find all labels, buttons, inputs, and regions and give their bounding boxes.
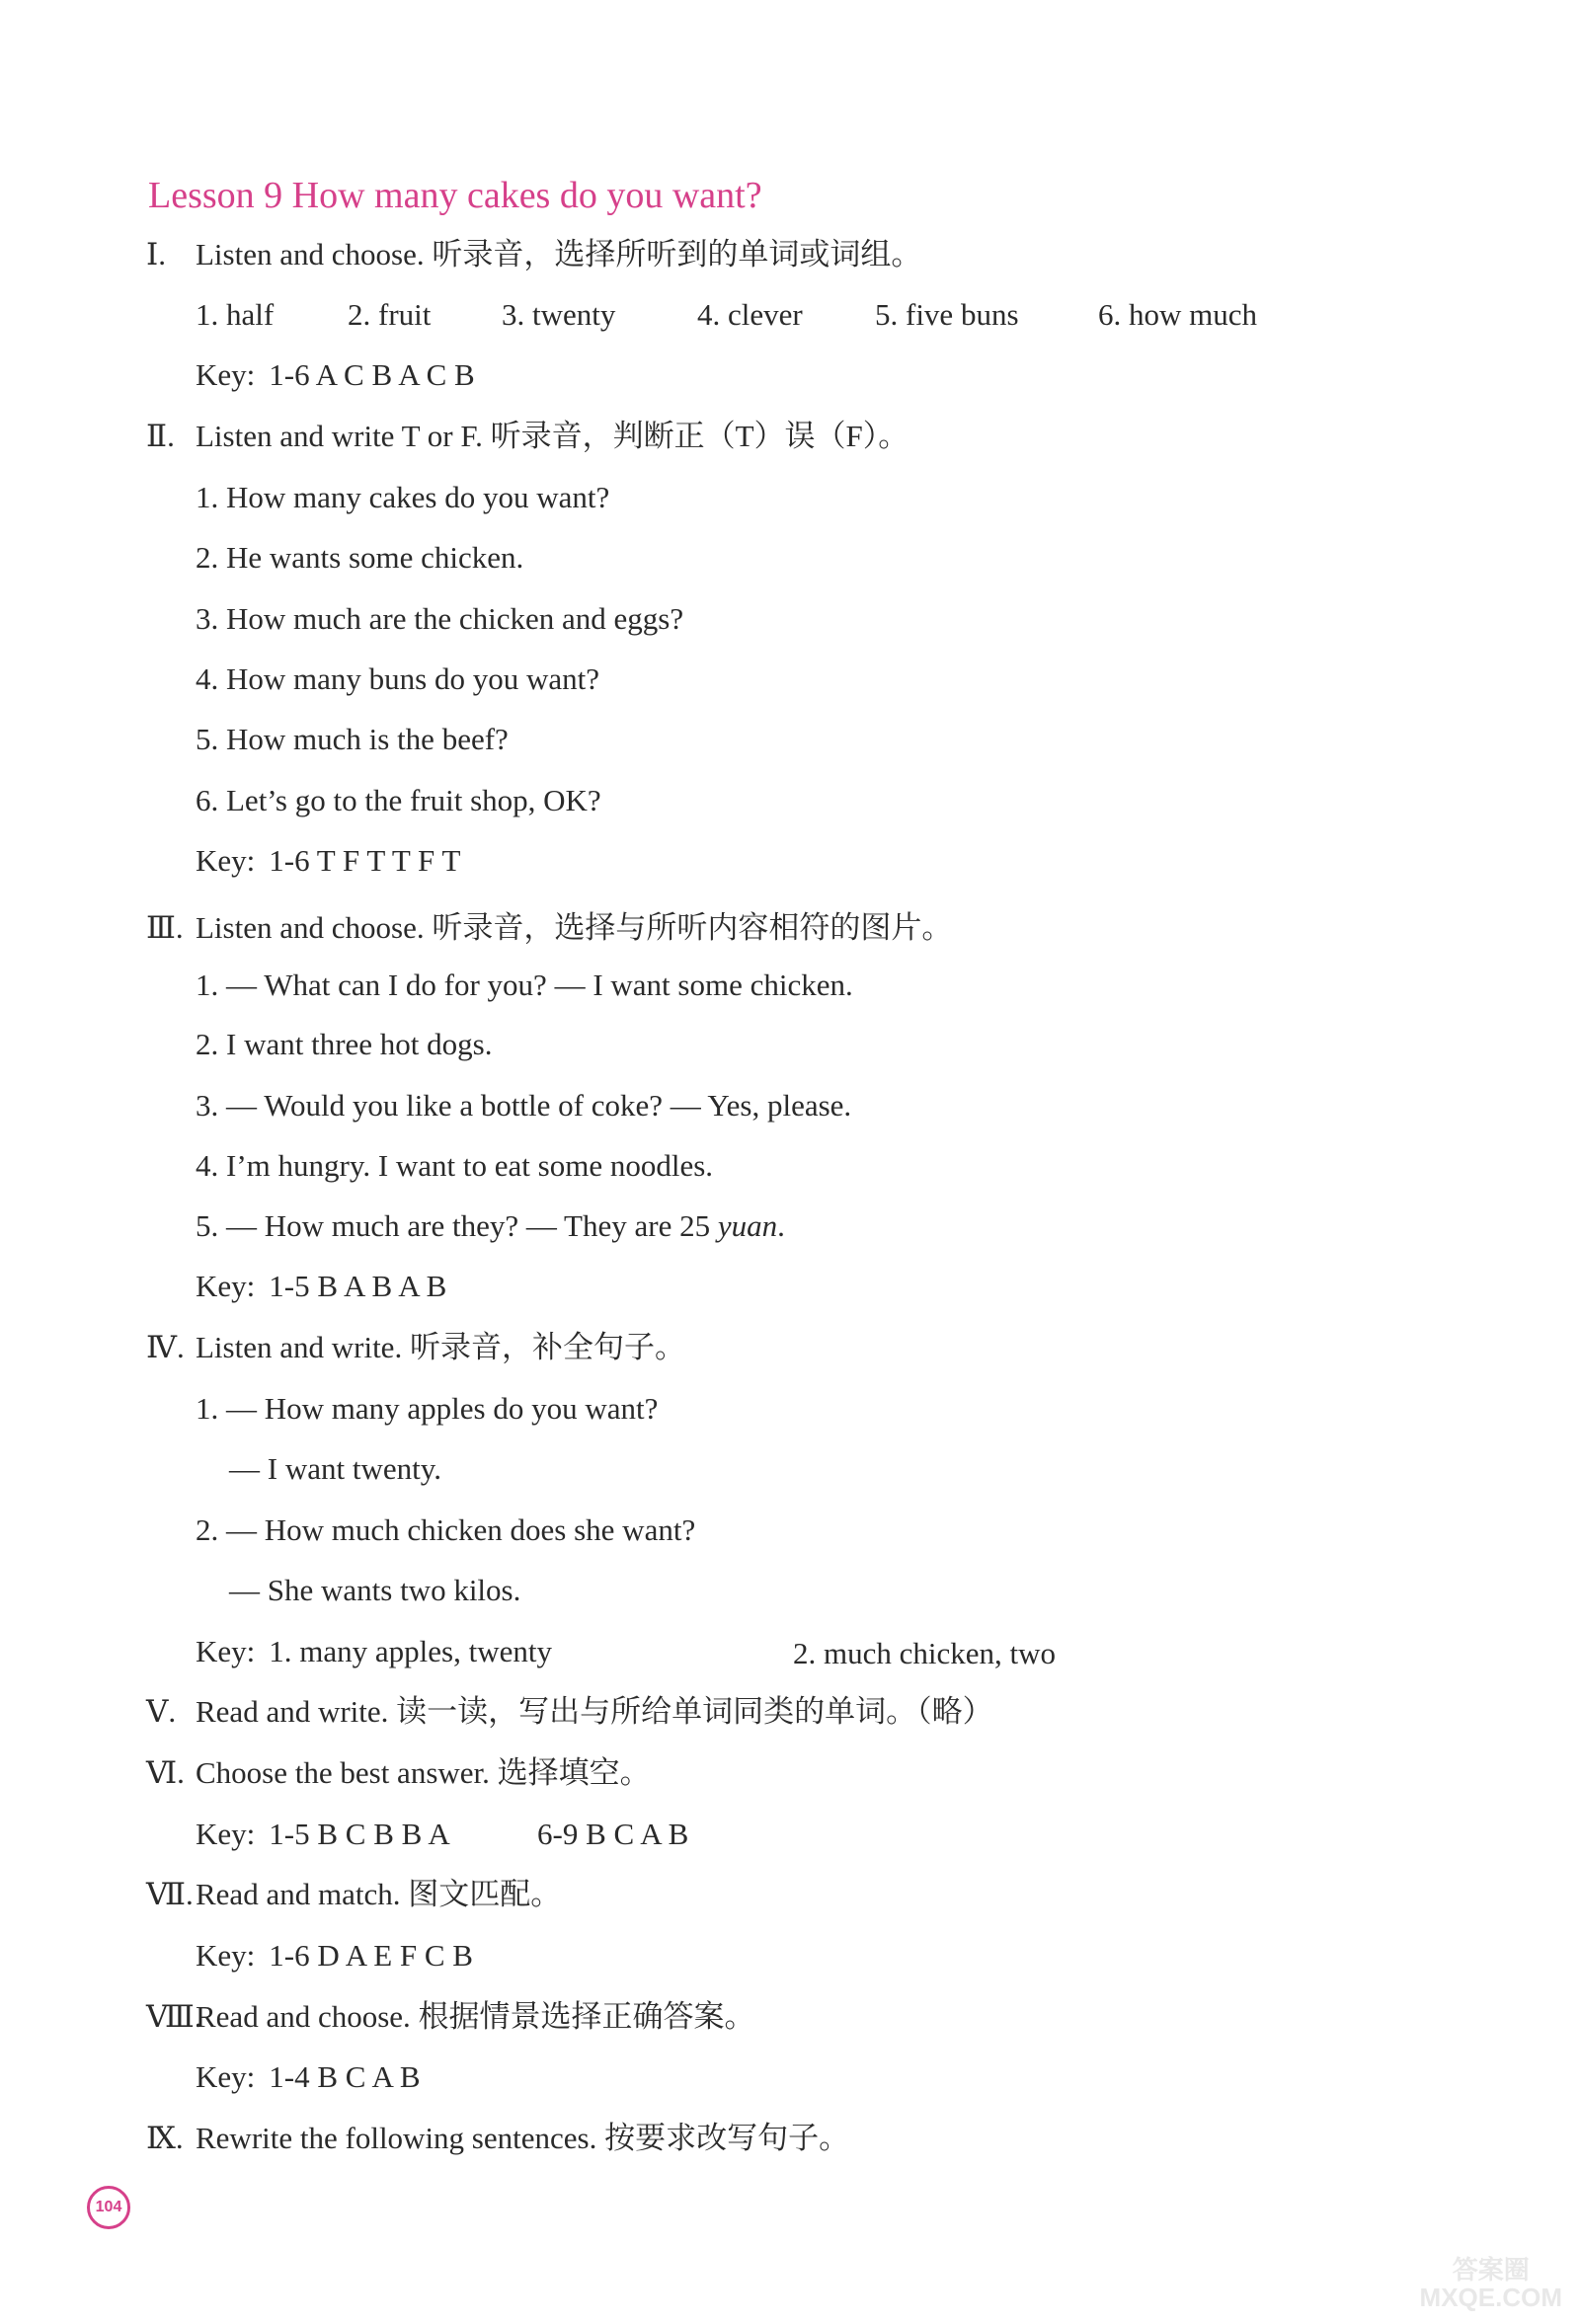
word-item: 1. half <box>196 297 275 332</box>
section-4-heading: Ⅳ. Listen and write. 听录音，补全句子。 <box>146 1330 685 1364</box>
list-item: 5. How much is the beef? <box>196 722 509 756</box>
list-item: 2. — How much chicken does she want? <box>196 1512 696 1547</box>
section-7-key: Key: 1-6 D A E F C B <box>196 1938 473 1973</box>
list-item: 2. He wants some chicken. <box>196 540 524 575</box>
list-item: 4. How many buns do you want? <box>196 661 599 696</box>
section-9-heading: Ⅸ. Rewrite the following sentences. 按要求改写句子。 <box>146 2121 850 2155</box>
list-item: 4. I’m hungry. I want to eat some noodles. <box>196 1148 714 1183</box>
list-item: 1. — How many apples do you want? <box>196 1391 659 1426</box>
list-item: — I want twenty. <box>229 1451 441 1486</box>
section-6-heading: Ⅵ. Choose the best answer. 选择填空。 <box>146 1755 651 1790</box>
section-3-heading: Ⅲ. Listen and choose. 听录音，选择与所听内容相符的图片。 <box>146 910 953 945</box>
section-1-heading: Ⅰ. Listen and choose. 听录音，选择所听到的单词或词组。 <box>146 237 922 271</box>
section-8-key: Key: 1-4 B C A B <box>196 2059 421 2094</box>
section-7-heading: Ⅶ.Read and match. 图文匹配。 <box>146 1877 562 1911</box>
list-item: — She wants two kilos. <box>229 1573 521 1607</box>
section-5-heading: Ⅴ. Read and write. 读一读，写出与所给单词同类的单词。（略） <box>146 1694 993 1729</box>
watermark-logo: 答案圈 MXQE.COM <box>1419 2255 1562 2312</box>
list-item: 2. I want three hot dogs. <box>196 1027 493 1061</box>
lesson-title: Lesson 9 How many cakes do you want? <box>148 175 762 216</box>
section-2-heading: Ⅱ. Listen and write T or F. 听录音，判断正（T）误（F）。 <box>146 419 909 453</box>
list-item: 1. — What can I do for you? — I want some chicken. <box>196 968 853 1002</box>
section-2-key: Key: 1-6 T F T T F T <box>196 843 461 878</box>
section-4-key-2: 2. much chicken, two <box>793 1636 1057 1670</box>
word-item: 4. clever <box>697 297 803 332</box>
list-item: 3. — Would you like a bottle of coke? — Yes, please. <box>196 1088 852 1123</box>
section-1-key: Key: 1-6 A C B A C B <box>196 357 475 392</box>
word-item: 3. twenty <box>502 297 616 332</box>
word-item: 6. how much <box>1098 297 1258 332</box>
section-6-key-2: 6-9 B C A B <box>537 1817 689 1851</box>
word-item: 5. five buns <box>875 297 1019 332</box>
section-4-key: Key: 1. many apples, twenty <box>196 1634 552 1668</box>
word-item: 2. fruit <box>348 297 432 332</box>
list-item: 3. How much are the chicken and eggs? <box>196 601 684 636</box>
section-3-key: Key: 1-5 B A B A B <box>196 1269 447 1303</box>
page-number: 104 <box>87 2186 130 2229</box>
section-6-key: Key: 1-5 B C B B A <box>196 1817 450 1851</box>
list-item: 6. Let’s go to the fruit shop, OK? <box>196 783 601 817</box>
list-item: 5. — How much are they? — They are 25 yuan. <box>196 1208 785 1243</box>
list-item: 1. How many cakes do you want? <box>196 480 610 514</box>
section-8-heading: Ⅷ.Read and choose. 根据情景选择正确答案。 <box>146 1999 755 2034</box>
